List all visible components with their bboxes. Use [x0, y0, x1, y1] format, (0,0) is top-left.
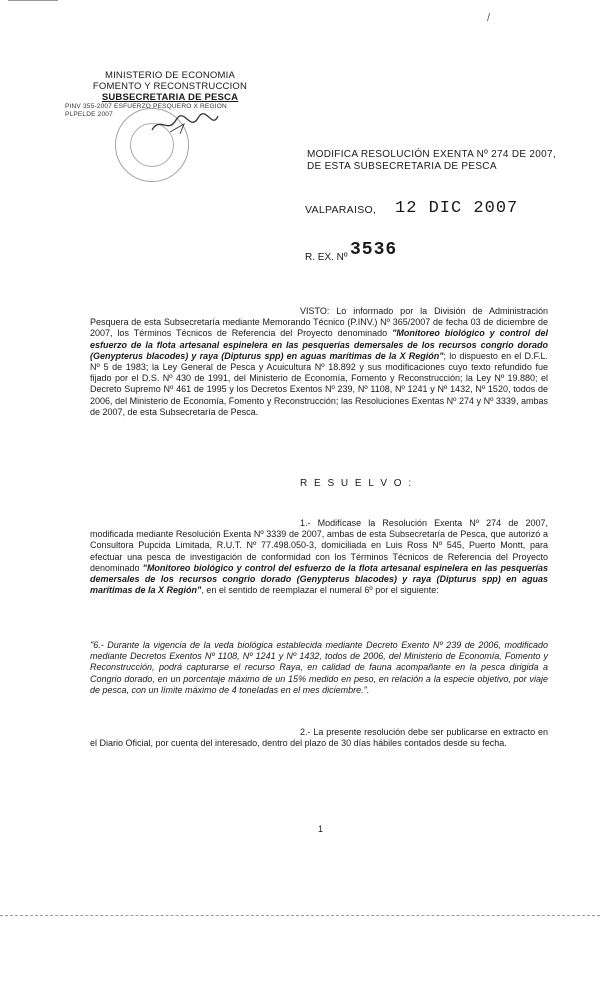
- ministry-line-2: FOMENTO Y RECONSTRUCCION: [92, 81, 248, 92]
- ministry-line-1: MINISTERIO DE ECONOMIA: [104, 70, 236, 81]
- ministry-reference: PINV 355-2007 ESFUERZO PESQUERO X REGION: [65, 103, 227, 110]
- ministry-code: PLPELDE 2007: [65, 111, 113, 118]
- visto-text-1: Lo informado por la División de Administración Pesquera de esta Subsecretaría mediante Memorando Técnico (P.INV.) Nº 365/2007 de fecha 03 de diciembre de 2007, los Términos Técnicos de Referencia del Proyecto denominado: [90, 306, 548, 339]
- scan-edge-line: [8, 0, 58, 1]
- initials-signature: [150, 112, 220, 136]
- ministry-line-3: SUBSECRETARIA DE PESCA: [101, 92, 239, 103]
- article-1-tail: , en el sentido de reemplazar el numeral 6º por el siguiente:: [201, 585, 439, 596]
- visto-text-2: ; lo dispuesto en el D.F.L. Nº 5 de 1983; la Ley General de Pesca y Acuicultura Nº 18.892 y sus modificaciones cuyo texto refundido fue fijado por el D.S. Nº 430 de 1991, del Ministerio de Economía, Fomento y Reconstrucción; la Ley Nº 19.880; el Decreto Supremo Nº 461 de 1995 y los Decretos Exentos Nº 239, Nº 1108, Nº 1241 y Nº 1432, Nº 1520, todos de 2006, del Ministerio de Economía, Fomento y Reconstrucción; las Resoluciones Exentas Nº 274 y Nº 3339, ambas de 2007, de esta Subsecretaría de Pesca.: [90, 350, 548, 417]
- resuelvo-heading: R E S U E L V O :: [300, 478, 414, 489]
- page-mark: 1: [318, 824, 324, 834]
- article-1-paragraph: [90, 518, 548, 596]
- visto-lead: VISTO:: [300, 306, 330, 316]
- scan-corner-mark: /: [487, 12, 491, 24]
- place-label: VALPARAISO,: [305, 204, 377, 216]
- article-1-text: 1.- Modifícase la Resolución Exenta Nº 274 de 2007, modificada mediante Resolución Exenta Nº 3339 de 2007, ambas de esta Subsecretaría de Pesca, que autorizó a Consultora Pupcida Limitada, R.U.T. Nº 77.498.050-3, domiciliada en Luis Ross Nº 545, Puerto Montt, para efectuar una pesca de investigación de conformidad con los Términos Técnicos de Referencia del Proyecto denominado: [90, 518, 548, 573]
- article-2-text: 2.- La presente resolución debe ser publicarse en extracto en el Diario Oficial, por cuenta del interesado, dentro del plazo de 30 días hábiles contados desde su fecha.: [90, 727, 548, 749]
- document-title: MODIFICA RESOLUCIÓN EXENTA Nº 274 DE 2007, DE ESTA SUBSECRETARIA DE PESCA: [307, 149, 556, 172]
- visto-paragraph: [90, 306, 548, 418]
- scan-bottom-line: [0, 915, 600, 916]
- resolution-number: 3536: [350, 240, 398, 260]
- article-2-paragraph: [90, 727, 548, 749]
- article-1-project-name: "Monitoreo biológico y control del esfuerzo de la flota artesanal espinelera en las pesquerías demersales de los recursos congrio dorado (Genypterus blacodes) y raya (Dipturus spp) en aguas marítimas de la X Región": [90, 562, 548, 596]
- numeral-6-quote: "6.- Durante la vigencia de la veda biológica establecida mediante Decreto Exento Nº 239 de 2006, modificado mediante Decretos Exentos Nº 1108, Nº 1241 y Nº 1432, todos de 2006, del Ministerio de Economía, Fomento y Reconstrucción, podrá capturarse el recurso Raya, en calidad de fauna acompañante en la pesca dirigida a Congrio dorado, en un porcentaje máximo de un 15% medido en peso, en relación a la especie objetivo, por viaje de pesca, con un límite máximo de 4 toneladas en el mes diciembre.".: [90, 640, 548, 695]
- visto-project-name: "Monitoreo biológico y control del esfuerzo de la flota artesanal espinelera en las pesquerías demersales de los recursos congrio dorado (Genypterus blacodes) y raya (Dipturus spp) en aguas marítimas de la X Región": [90, 328, 549, 361]
- document-date: 12 DIC 2007: [395, 199, 519, 218]
- resolution-label: R. EX. Nº: [305, 252, 348, 263]
